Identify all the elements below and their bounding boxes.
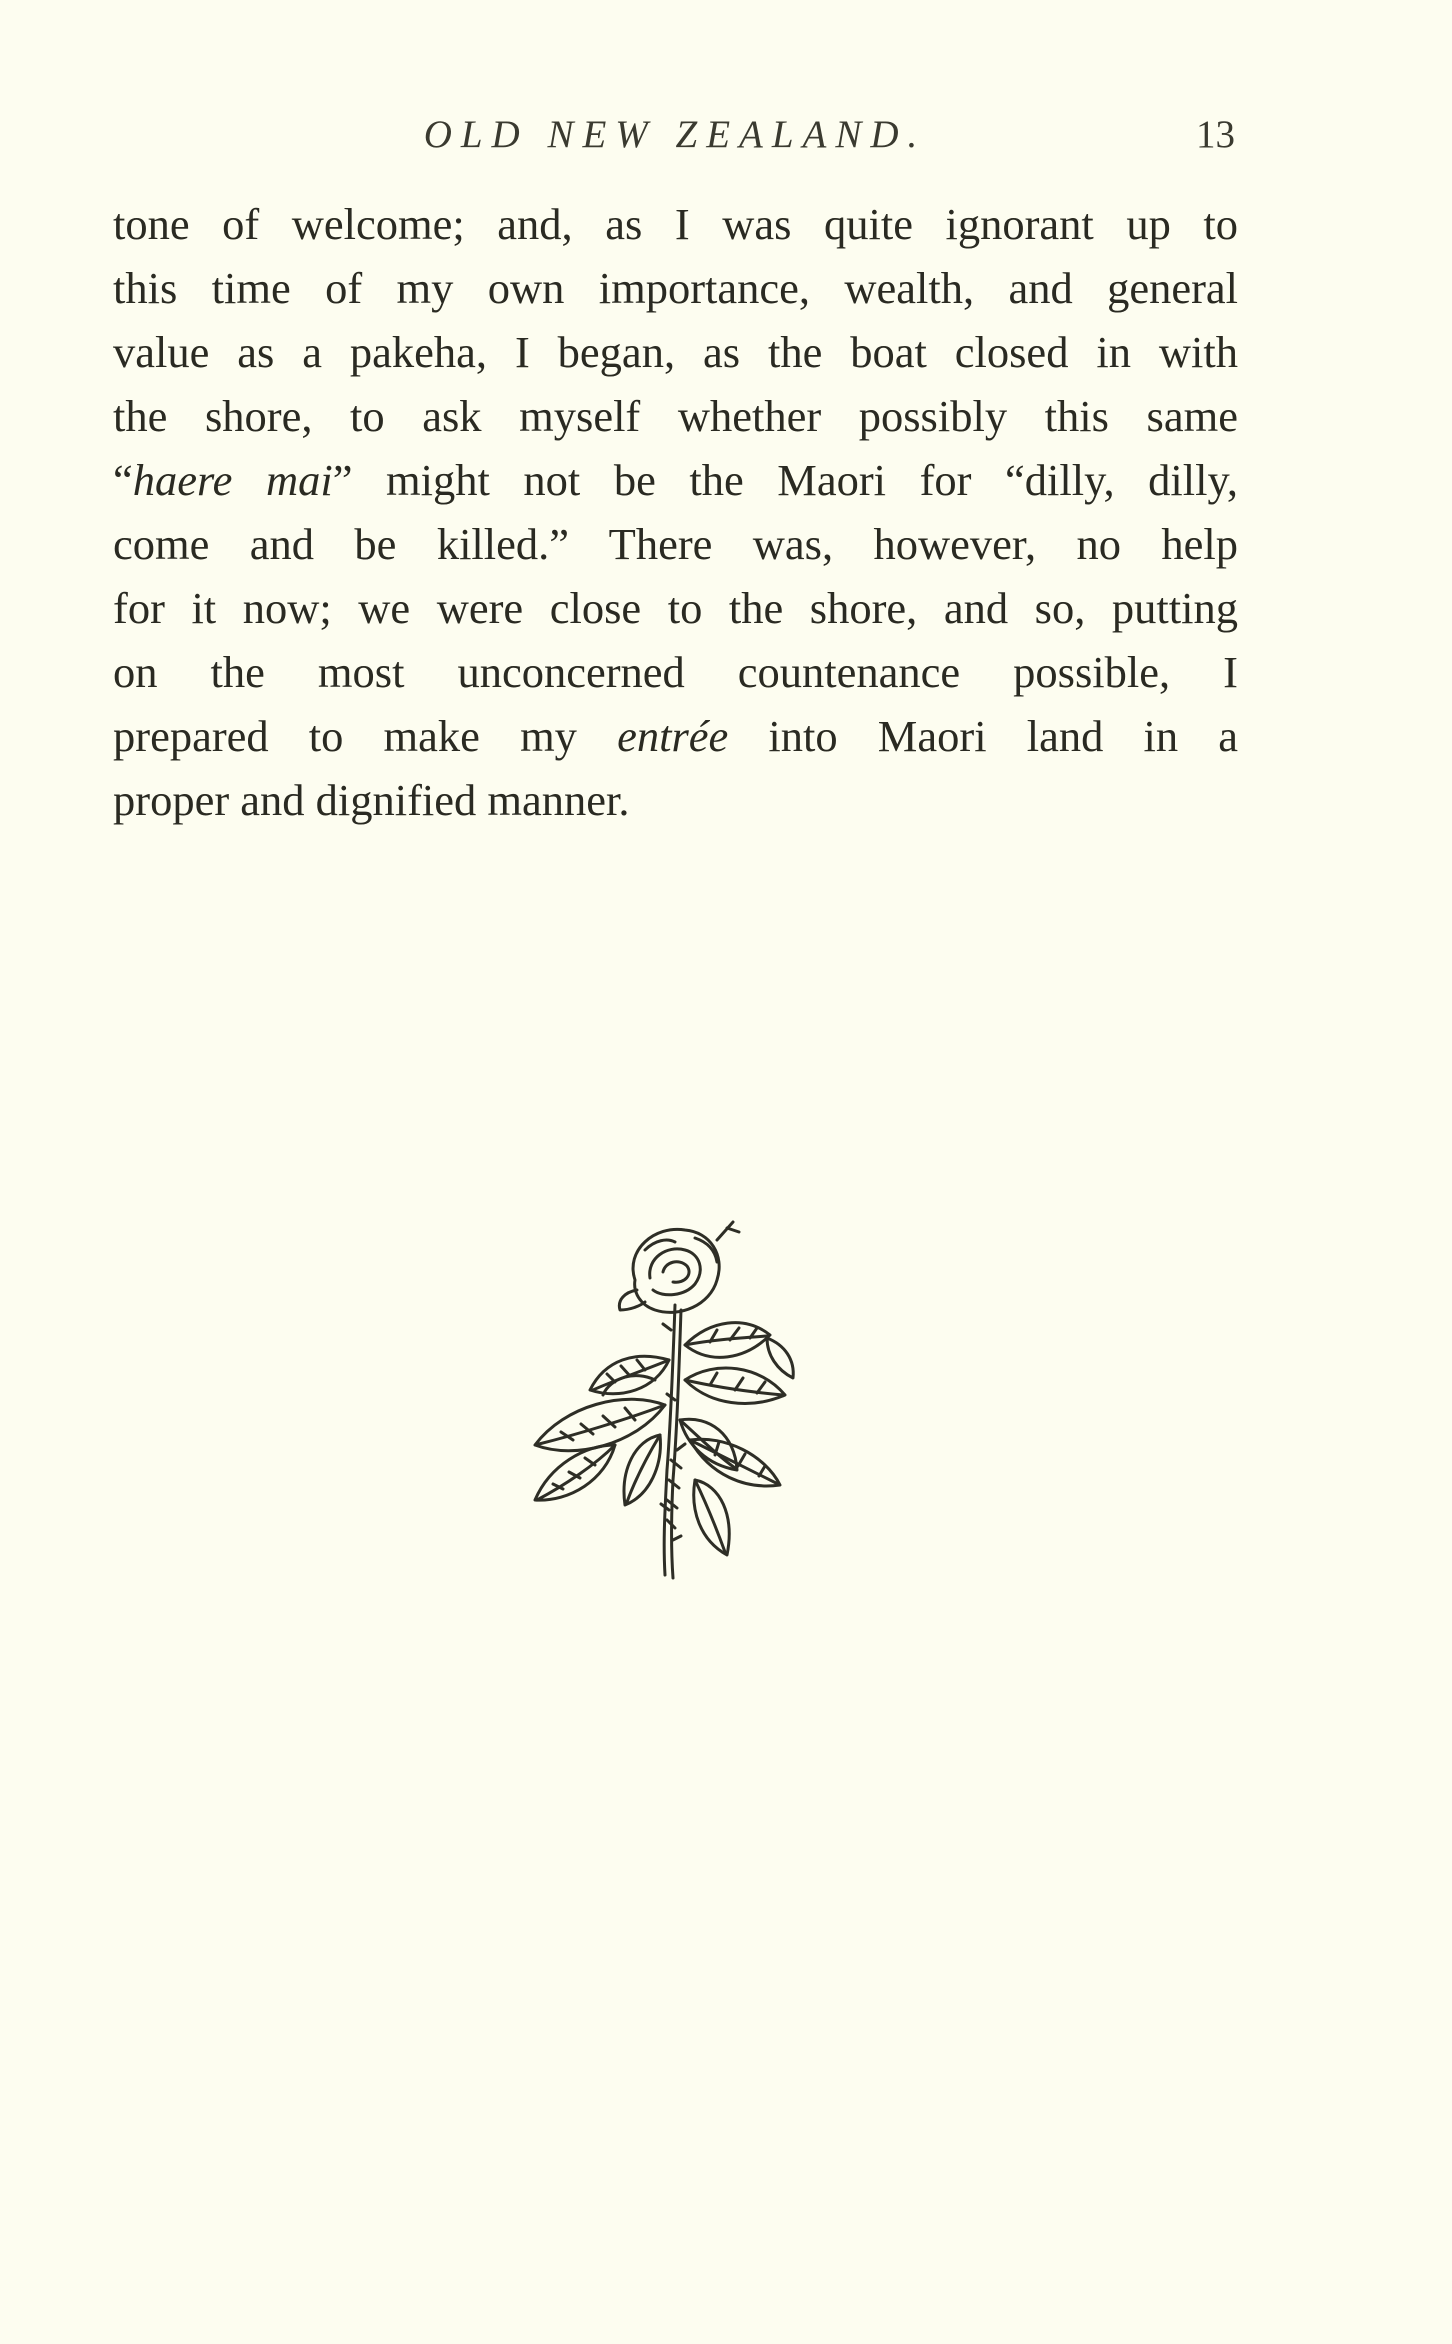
text-line: on the most unconcerned countenance possible, I: [113, 647, 1238, 697]
text-line: tone of welcome; and, as I was quite ignorant up to: [113, 199, 1238, 249]
maori-phrase: haere mai: [132, 455, 333, 505]
text-line: [113, 448, 1238, 512]
text-line: this time of my own importance, wealth, and general: [113, 263, 1238, 313]
text-line: value as a pakeha, I began, as the boat closed in with: [113, 327, 1238, 377]
body-text: [113, 192, 1238, 832]
text-line: proper and dignified manner.: [113, 775, 630, 825]
running-title: OLD NEW ZEALAND.: [423, 113, 927, 156]
text-fragment: “: [113, 455, 133, 505]
rose-sprig-icon: [495, 1210, 855, 1590]
page-number: 13: [1196, 113, 1235, 156]
text-line: [113, 704, 1238, 768]
text-line: for it now; we were close to the shore, and so, putting: [113, 583, 1238, 633]
text-fragment: prepared to make my: [113, 711, 618, 761]
text-fragment: ” might not be the Maori for “dilly, dilly,: [332, 455, 1238, 505]
text-line: the shore, to ask myself whether possibly this same: [113, 391, 1238, 441]
french-word: entrée: [617, 711, 729, 761]
text-fragment: into Maori land in a: [728, 711, 1238, 761]
text-line: come and be killed.” There was, however, no help: [113, 519, 1238, 569]
running-head: [115, 112, 1235, 172]
